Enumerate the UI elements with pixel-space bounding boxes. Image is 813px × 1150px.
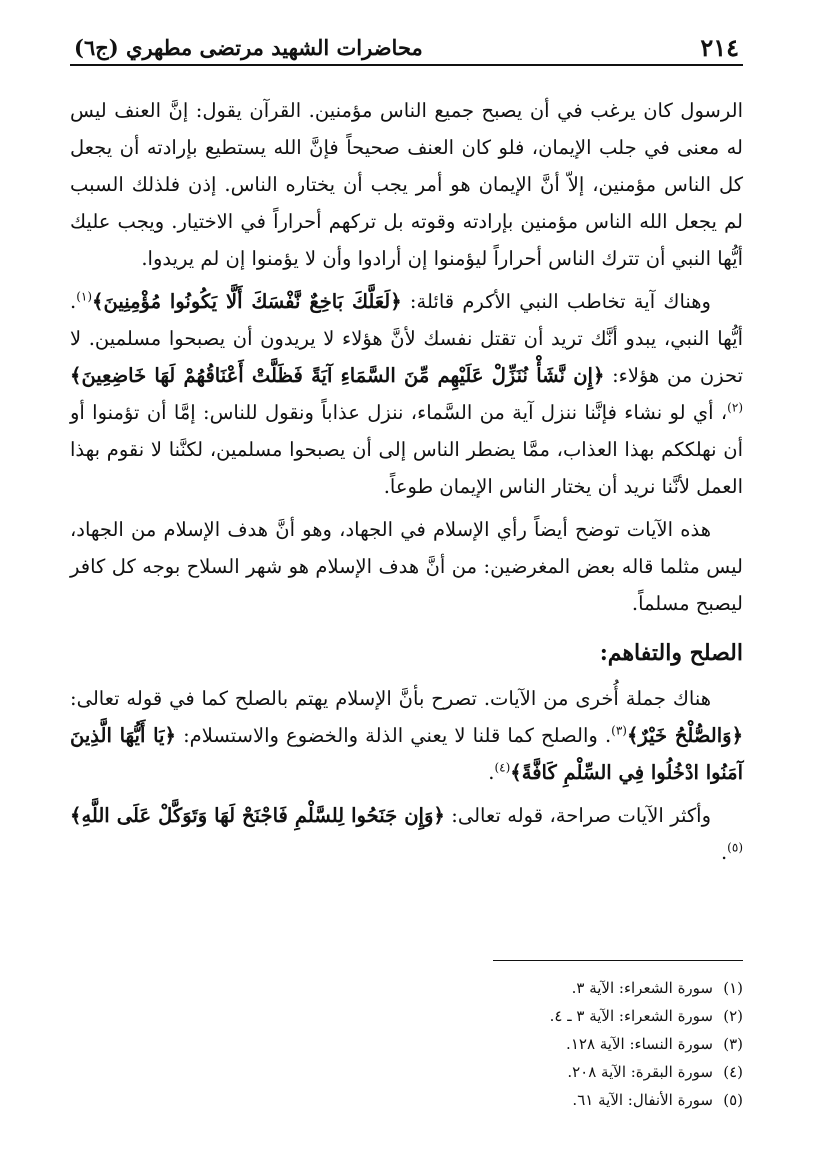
footnote-number: (٤) [723,1063,743,1081]
footnote-text: سورة النساء: الآية ١٢٨. [566,1035,713,1053]
footnote-divider [493,960,743,961]
book-title: محاضرات الشهيد مرتضى مطهري (ج٦) [74,34,423,60]
paragraph-3-text: أيُّها النبي، يبدو أنَّك تريد أن تقتل نفسك لأنَّ هؤلاء لا يريدون أن يصبحوا مسلمين. لا تحزن من هؤلاء: [70,327,744,387]
book-page [70,30,743,1120]
footnote-number: (٢) [723,1007,743,1025]
quran-verse-1: لَعَلَّكَ بَاخِعٌ نَّفْسَكَ أَلَّا يَكُونُوا مُؤْمِنِينَ [103,290,391,313]
paragraph-6-text: هناك جملة أُخرى من الآيات. تصرح بأنَّ الإسلام يهتم بالصلح كما في قوله تعالى: [70,687,711,710]
footnote-number: (٥) [723,1091,743,1109]
quran-close-bracket: ﴾ [626,724,639,747]
page-number: ٢١٤ [700,32,739,62]
footnote-mark-5: (٥) [727,840,743,855]
period: . [720,841,728,864]
paragraph-2-text: وهناك آية تخاطب النبي الأكرم قائلة: [409,290,711,313]
paragraph-8 [70,797,743,871]
section-heading: الصلح والتفاهم: [599,640,743,666]
period: . [488,761,495,784]
paragraph-2 [70,283,743,505]
quran-close-bracket: ﴾ [70,364,82,387]
footnote-item [550,1058,743,1086]
quran-open-bracket: ﴿ [164,724,176,747]
paragraph-5: هذه الآيات توضح أيضاً رأي الإسلام في الجهاد، وهو أنَّ هدف الإسلام من الجهاد، ليس مثلما قاله بعض المغرضين: من أنَّ هدف الإسلام هو شهر السلاح بوجه كل كافر ليصبح مسلماً. [70,518,743,615]
footnote-mark-4: (٤) [494,760,511,775]
quran-verse-4: يَا أَيُّهَا الَّذِينَ آمَنُوا ادْخُلُوا فِي السِّلْمِ كَافَّةً [70,724,743,784]
paragraph-6 [70,680,743,791]
main-text [70,92,743,871]
quran-verse-5: وَإِن جَنَحُوا لِلسَّلْمِ فَاجْنَحْ لَهَا وَتَوَكَّلْ عَلَى اللَّهِ [81,804,434,827]
quran-verse-2: إِن نَّشَأْ نُنَزِّلْ عَلَيْهِم مِّنَ السَّمَاءِ آيَةً فَظَلَّتْ أَعْنَاقُهُمْ لَهَا خَاضِعِينَ [81,364,593,387]
footnote-item [550,1086,743,1114]
period: . [70,290,77,313]
footnote-mark-1: (١) [76,289,93,304]
running-header [70,30,743,66]
footnote-number: (٣) [723,1035,743,1053]
footnote-text: سورة الأنفال: الآية ٦١. [572,1091,713,1109]
footnote-text: سورة الشعراء: الآية ٣ ـ ٤. [549,1007,713,1025]
quran-open-bracket: ﴿ [433,804,445,827]
period: . [604,724,612,747]
quran-open-bracket: ﴿ [390,290,402,313]
footnote-text: سورة الشعراء: الآية ٣. [571,979,713,997]
footnote-item [550,1030,743,1058]
footnote-item [550,974,743,1002]
footnote-number: (١) [723,979,743,997]
paragraph-7-text: والصلح كما قلنا لا يعني الذلة والخضوع والاستسلام: [183,724,598,747]
paragraph-8-text: وأكثر الآيات صراحة، قوله تعالى: [451,804,711,827]
quran-verse-3: وَالصُّلْحُ خَيْرٌ [638,724,732,747]
quran-close-bracket: ﴾ [92,290,104,313]
footnote-mark-2: (٢) [727,400,743,415]
comma: ، [720,401,728,424]
paragraph-4-text: أي لو نشاء فإنَّنا ننزل آية من السَّماء، ننزل عذاباً ونقول للناس: إمَّا أن تؤمنوا أو أن نهلككم بهذا العذاب، ممَّا يضطر الناس إلى أن يصبحوا مسلمين، لكنَّنا لا نقوم بهذا العمل لأنَّنا نريد أن يختار الناس الإيمان طوعاً. [70,401,743,498]
quran-close-bracket: ﴾ [510,761,522,784]
footnote-text: سورة البقرة: الآية ٢٠٨. [567,1063,713,1081]
quran-open-bracket: ﴿ [592,364,605,387]
footnotes-list [550,974,743,1114]
quran-close-bracket: ﴾ [70,804,82,827]
quran-open-bracket: ﴿ [731,724,744,747]
footnote-item [550,1002,743,1030]
footnote-mark-3: (٣) [611,723,627,738]
paragraph-1: الرسول كان يرغب في أن يصبح جميع الناس مؤمنين. القرآن يقول: إنَّ العنف ليس له معنى في جلب الإيمان، فلو كان العنف صحيحاً فإنَّ الله يستطيع بإرادته أن يجعل كل الناس مؤمنين، إلاّ أنَّ الإيمان هو أمر يجب أن يختاره الناس. إذن فلذلك السبب لم يجعل الله الناس مؤمنين بإرادته وقوته بل تركهم أحراراً في الاختيار. ويجب عليك أيُّها النبي أن تترك الناس أحراراً ليؤمنوا إن أرادوا وأن لا يؤمنوا إن لم يريدوا. [70,99,743,270]
